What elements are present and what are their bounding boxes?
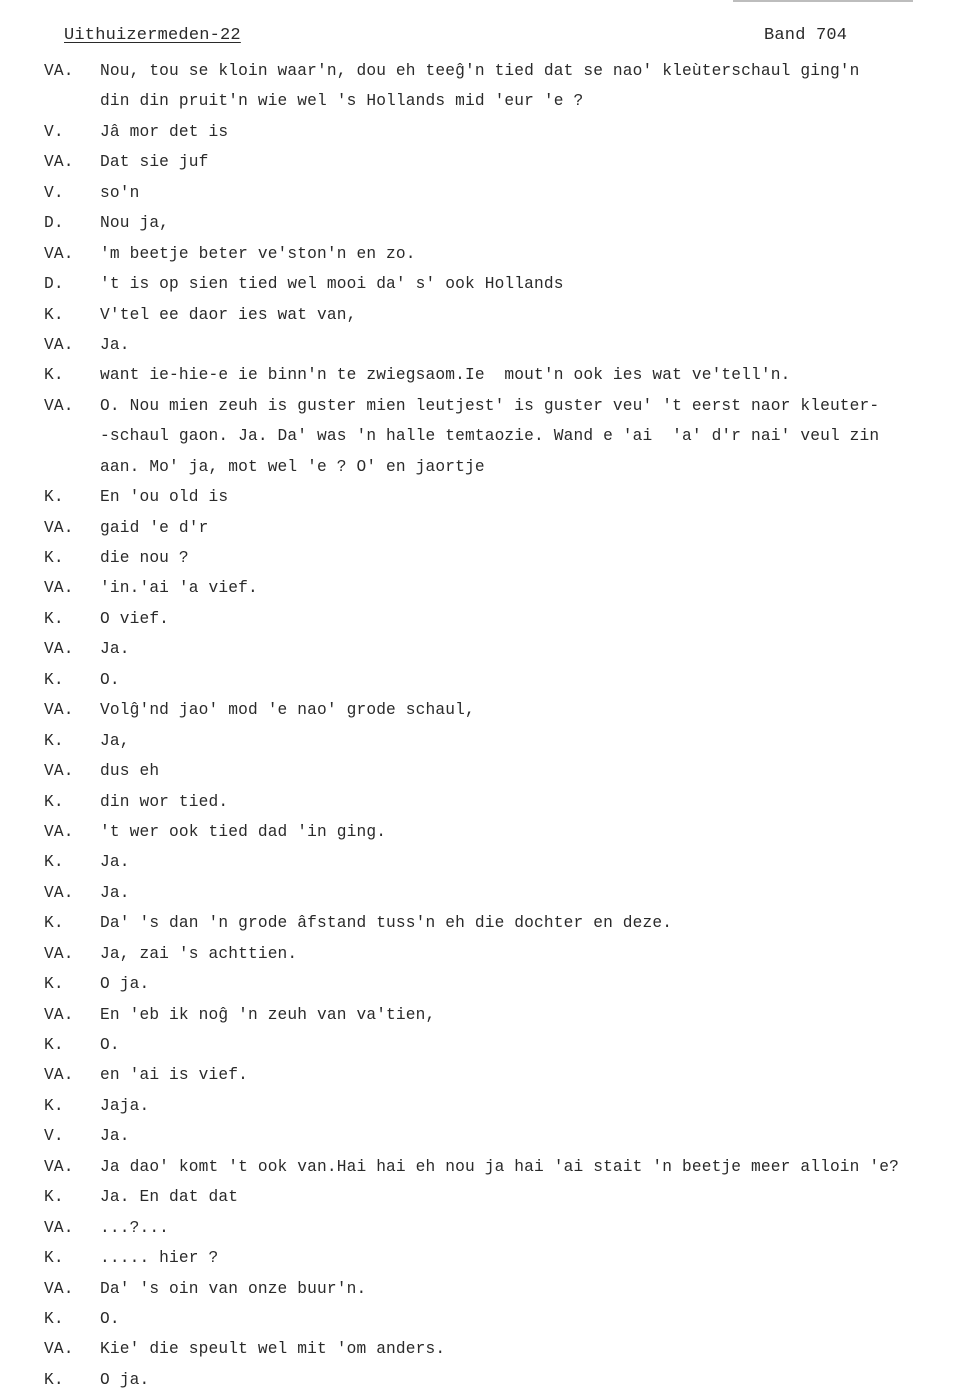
transcript-line: [0, 1121, 973, 1151]
utterance-text: Ja, zai 's achttien.: [100, 944, 298, 963]
speaker-label: K.: [44, 1188, 64, 1207]
utterance-text: din wor tied.: [100, 792, 229, 811]
utterance-text: Jâ mor det is: [100, 122, 229, 141]
transcript-line: [0, 1243, 973, 1273]
transcript-line: [0, 817, 973, 847]
transcript-line: [0, 756, 973, 786]
utterance-text: Ja.: [100, 335, 130, 354]
transcript-line: [0, 1182, 973, 1212]
utterance-text: 't is op sien tied wel mooi da' s' ook Hollands: [100, 275, 564, 294]
utterance-text: O. Nou mien zeuh is guster mien leutjest' is guster veu' 't eerst naor kleuter-: [100, 396, 880, 415]
speaker-label: VA.: [44, 153, 74, 172]
speaker-label: VA.: [44, 1005, 74, 1024]
speaker-label: K.: [44, 853, 64, 872]
speaker-label: VA.: [44, 701, 74, 720]
utterance-text: O.: [100, 670, 120, 689]
transcript-line: [0, 543, 973, 573]
utterance-text: gaid 'e d'r: [100, 518, 209, 537]
transcript-line: [0, 482, 973, 512]
utterance-text: die nou ?: [100, 549, 189, 567]
speaker-label: K.: [44, 1309, 64, 1328]
transcript-line: [0, 117, 973, 147]
transcript-line: [0, 1334, 973, 1364]
utterance-text: Da' 's oin van onze buur'n.: [100, 1279, 367, 1298]
utterance-text: Nou ja,: [100, 214, 170, 233]
speaker-label: K.: [44, 670, 64, 689]
utterance-text: -schaul gaon. Ja. Da' was 'n halle temtaozie. Wand e 'ai 'a' d'r nai' veul zin: [100, 427, 880, 446]
speaker-label: K.: [44, 488, 64, 507]
speaker-label: K.: [44, 792, 64, 811]
transcript-line: [0, 665, 973, 695]
speaker-label: K.: [44, 305, 64, 324]
utterance-text: Ja,: [100, 731, 130, 750]
utterance-text: 'in.'ai 'a vief.: [100, 579, 258, 598]
utterance-text: Ja dao' komt 't ook van.Hai hai eh nou ja hai 'ai stait 'n beetje meer alloin 'e?: [100, 1157, 899, 1176]
utterance-text: Jaja.: [100, 1096, 150, 1115]
utterance-text: O vief.: [100, 609, 170, 628]
speaker-label: VA.: [44, 1157, 74, 1176]
transcript-line: [0, 1365, 973, 1395]
utterance-text: Nou, tou se kloin waar'n, dou eh teeĝ'n tied dat se nao' kleùterschaul ging'n: [100, 62, 860, 80]
utterance-text: want ie-hie-e ie binn'n te zwiegsaom.Ie mout'n ook ies wat ve'tell'n.: [100, 366, 791, 385]
utterance-text: 'm beetje beter ve'ston'n en zo.: [100, 244, 416, 263]
transcript-line: [0, 178, 973, 208]
speaker-label: VA.: [44, 1218, 74, 1237]
transcript-line: [0, 513, 973, 543]
speaker-label: K.: [44, 366, 64, 385]
transcript-line: [0, 1304, 973, 1334]
transcript-line: [0, 1060, 973, 1090]
transcript-line: [0, 86, 973, 116]
utterance-text: ..... hier ?: [100, 1249, 219, 1268]
utterance-text: din din pruit'n wie wel 's Hollands mid 'eur 'e ?: [100, 92, 584, 111]
speaker-label: K.: [44, 1036, 64, 1054]
band-number: Band 704: [764, 26, 848, 45]
transcript-line: [0, 452, 973, 482]
utterance-text: Ja. En dat dat: [100, 1188, 239, 1207]
speaker-label: V.: [44, 122, 64, 141]
transcript-line: [0, 239, 973, 269]
transcript-line: [0, 1091, 973, 1121]
speaker-label: VA.: [44, 822, 74, 841]
speaker-label: V.: [44, 183, 64, 202]
speaker-label: VA.: [44, 335, 74, 354]
transcript-line: [0, 421, 973, 451]
speaker-label: K.: [44, 1249, 64, 1268]
speaker-label: VA.: [44, 640, 74, 659]
transcript-line: [0, 1030, 973, 1060]
transcript-line: [0, 726, 973, 756]
speaker-label: VA.: [44, 762, 74, 781]
top-rule: [733, 0, 913, 2]
speaker-label: K.: [44, 609, 64, 628]
speaker-label: K.: [44, 1096, 64, 1115]
speaker-label: VA.: [44, 518, 74, 537]
utterance-text: Ja.: [100, 883, 130, 902]
utterance-text: O ja.: [100, 975, 150, 994]
utterance-text: Ja.: [100, 640, 130, 659]
transcript-line: [0, 878, 973, 908]
speaker-label: VA.: [44, 944, 74, 963]
speaker-label: K.: [44, 1370, 64, 1389]
utterance-text: O ja.: [100, 1370, 150, 1389]
transcript-line: [0, 573, 973, 603]
transcript-line: [0, 634, 973, 664]
transcript-line: [0, 269, 973, 299]
utterance-text: en 'ai is vief.: [100, 1066, 248, 1085]
transcript-line: [0, 300, 973, 330]
utterance-text: O.: [100, 1036, 120, 1054]
speaker-label: K.: [44, 549, 64, 567]
transcript-line: [0, 1274, 973, 1304]
transcript-lines: [0, 56, 973, 1395]
utterance-text: ...?...: [100, 1218, 170, 1237]
transcript-line: [0, 360, 973, 390]
speaker-label: D.: [44, 214, 64, 233]
transcript-line: [0, 1213, 973, 1243]
speaker-label: VA.: [44, 244, 74, 263]
utterance-text: Volĝ'nd jao' mod 'e nao' grode schaul,: [100, 701, 475, 720]
page-title: Uithuizermeden-22: [64, 26, 241, 45]
speaker-label: VA.: [44, 1066, 74, 1085]
speaker-label: K.: [44, 975, 64, 994]
speaker-label: VA.: [44, 62, 74, 80]
transcript-line: [0, 1152, 973, 1182]
speaker-label: VA.: [44, 883, 74, 902]
speaker-label: VA.: [44, 1340, 74, 1359]
transcript-line: [0, 56, 973, 86]
utterance-text: En 'ou old is: [100, 488, 229, 507]
speaker-label: VA.: [44, 1279, 74, 1298]
transcript-line: [0, 604, 973, 634]
speaker-label: VA.: [44, 579, 74, 598]
utterance-text: Ja.: [100, 1127, 130, 1146]
utterance-text: so'n: [100, 183, 140, 202]
speaker-label: K.: [44, 914, 64, 933]
utterance-text: aan. Mo' ja, mot wel 'e ? O' en jaortje: [100, 457, 485, 476]
speaker-label: D.: [44, 275, 64, 294]
utterance-text: dus eh: [100, 762, 160, 781]
utterance-text: O.: [100, 1309, 120, 1328]
utterance-text: En 'eb ik noĝ 'n zeuh van va'tien,: [100, 1005, 436, 1024]
speaker-label: V.: [44, 1127, 64, 1146]
speaker-label: VA.: [44, 396, 74, 415]
transcript-line: [0, 695, 973, 725]
transcript-line: [0, 939, 973, 969]
utterance-text: V'tel ee daor ies wat van,: [100, 305, 357, 324]
transcript-line: [0, 969, 973, 999]
transcript-line: [0, 330, 973, 360]
utterance-text: 't wer ook tied dad 'in ging.: [100, 822, 387, 841]
transcript-line: [0, 1000, 973, 1030]
transcript-line: [0, 391, 973, 421]
utterance-text: Kie' die speult wel mit 'om anders.: [100, 1340, 446, 1359]
utterance-text: Da' 's dan 'n grode âfstand tuss'n eh die dochter en deze.: [100, 914, 673, 933]
utterance-text: Ja.: [100, 853, 130, 872]
transcript-line: [0, 908, 973, 938]
transcript-line: [0, 147, 973, 177]
speaker-label: K.: [44, 731, 64, 750]
transcript-line: [0, 208, 973, 238]
utterance-text: Dat sie juf: [100, 153, 209, 172]
transcript-line: [0, 787, 973, 817]
transcript-line: [0, 847, 973, 877]
